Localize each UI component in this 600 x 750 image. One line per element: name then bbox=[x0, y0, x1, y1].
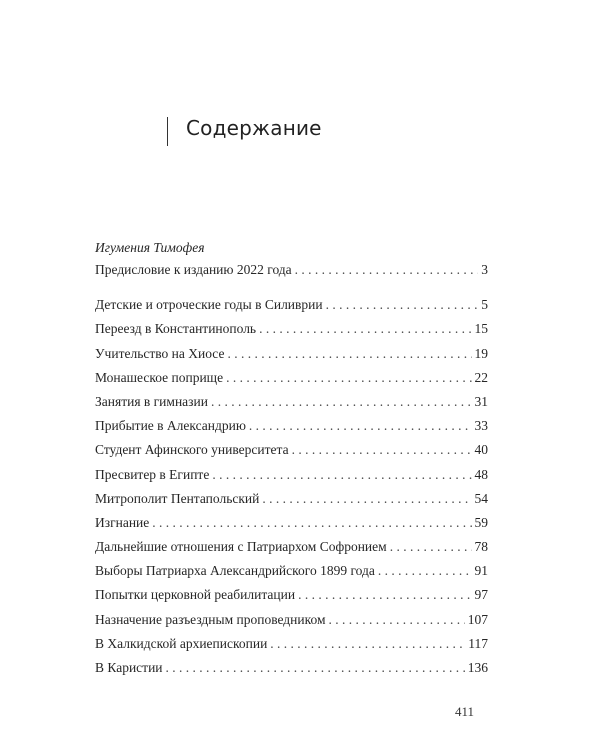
toc-entry bbox=[95, 414, 488, 438]
toc-entry bbox=[95, 390, 488, 414]
toc-entry-title: Переезд в Константинополь bbox=[95, 321, 257, 337]
toc-entry-page: 5 bbox=[481, 297, 488, 313]
dot-leader bbox=[378, 559, 472, 583]
toc-entry bbox=[95, 583, 488, 607]
page-title: Содержание bbox=[186, 116, 322, 140]
dot-leader bbox=[262, 487, 471, 511]
toc-entry-page: 3 bbox=[481, 262, 488, 277]
dot-leader bbox=[212, 463, 471, 487]
dot-leader bbox=[211, 390, 472, 414]
toc-author: Игумения Тимофея bbox=[95, 240, 205, 255]
toc-entry-page: 91 bbox=[474, 563, 488, 579]
toc-entry-page: 19 bbox=[474, 345, 488, 361]
toc-entry-page: 54 bbox=[474, 490, 488, 506]
toc-entry-title: Детские и отроческие годы в Силиврии bbox=[95, 297, 323, 313]
dot-leader bbox=[298, 583, 471, 607]
dot-leader bbox=[166, 656, 465, 680]
toc-entry-page: 15 bbox=[474, 321, 488, 337]
toc-entry-title: Учительство на Хиосе bbox=[95, 345, 225, 361]
toc-entry-title: Изгнание bbox=[95, 514, 150, 530]
toc-entry bbox=[95, 511, 488, 535]
toc-entry-page: 78 bbox=[474, 539, 488, 555]
toc-entry bbox=[95, 632, 488, 656]
dot-leader bbox=[329, 608, 465, 632]
toc-entry-title: Митрополит Пентапольский bbox=[95, 490, 260, 506]
heading-rule bbox=[167, 117, 168, 146]
dot-leader bbox=[249, 414, 472, 438]
toc-entry-title: Назначение разъездным проповедником bbox=[95, 611, 326, 627]
toc-entry bbox=[95, 258, 488, 282]
table-of-contents bbox=[95, 238, 488, 680]
toc-entry-page: 97 bbox=[474, 587, 488, 603]
dot-leader bbox=[270, 632, 465, 656]
dot-leader bbox=[390, 535, 472, 559]
toc-entry-page: 59 bbox=[474, 514, 488, 530]
toc-entry-page: 33 bbox=[474, 418, 488, 434]
toc-entry-page: 40 bbox=[474, 442, 488, 458]
toc-entry bbox=[95, 366, 488, 390]
toc-entry-title: Предисловие к изданию 2022 года bbox=[95, 262, 292, 277]
toc-entry bbox=[95, 608, 488, 632]
toc-entry bbox=[95, 317, 488, 341]
toc-entry bbox=[95, 342, 488, 366]
toc-entry-page: 31 bbox=[474, 393, 488, 409]
toc-entry-title: Пресвитер в Египте bbox=[95, 466, 210, 482]
toc-entry-title: Дальнейшие отношения с Патриархом Софронием bbox=[95, 539, 387, 555]
dot-leader bbox=[259, 317, 471, 341]
toc-entry bbox=[95, 293, 488, 317]
toc-entry bbox=[95, 487, 488, 511]
toc-entry bbox=[95, 438, 488, 462]
toc-entry-title: Прибытие в Александрию bbox=[95, 418, 246, 434]
toc-entry-page: 136 bbox=[467, 660, 488, 675]
dot-leader bbox=[227, 342, 471, 366]
dot-leader bbox=[152, 511, 471, 535]
toc-entry-title: В Каристии bbox=[95, 660, 163, 675]
toc-entry-page: 107 bbox=[467, 611, 488, 627]
dot-leader bbox=[292, 438, 472, 462]
toc-entry-title: Монашеское поприще bbox=[95, 369, 224, 385]
toc-entry bbox=[95, 463, 488, 487]
toc-entry-title: В Халкидской архиепископии bbox=[95, 635, 268, 651]
toc-entry bbox=[95, 656, 488, 680]
toc-entry-page: 48 bbox=[474, 466, 488, 482]
dot-leader bbox=[226, 366, 471, 390]
dot-leader bbox=[295, 258, 479, 282]
toc-entry-title: Попытки церковной реабилитации bbox=[95, 587, 296, 603]
toc-entry-title: Студент Афинского университета bbox=[95, 442, 289, 458]
toc-entry bbox=[95, 559, 488, 583]
toc-entry-title: Занятия в гимназии bbox=[95, 393, 208, 409]
toc-entry-page: 117 bbox=[468, 635, 488, 651]
dot-leader bbox=[326, 293, 479, 317]
page-number: 411 bbox=[455, 704, 475, 719]
toc-entry-title: Выборы Патриарха Александрийского 1899 года bbox=[95, 563, 375, 579]
toc-entry-page: 22 bbox=[474, 369, 488, 385]
toc-entry bbox=[95, 535, 488, 559]
